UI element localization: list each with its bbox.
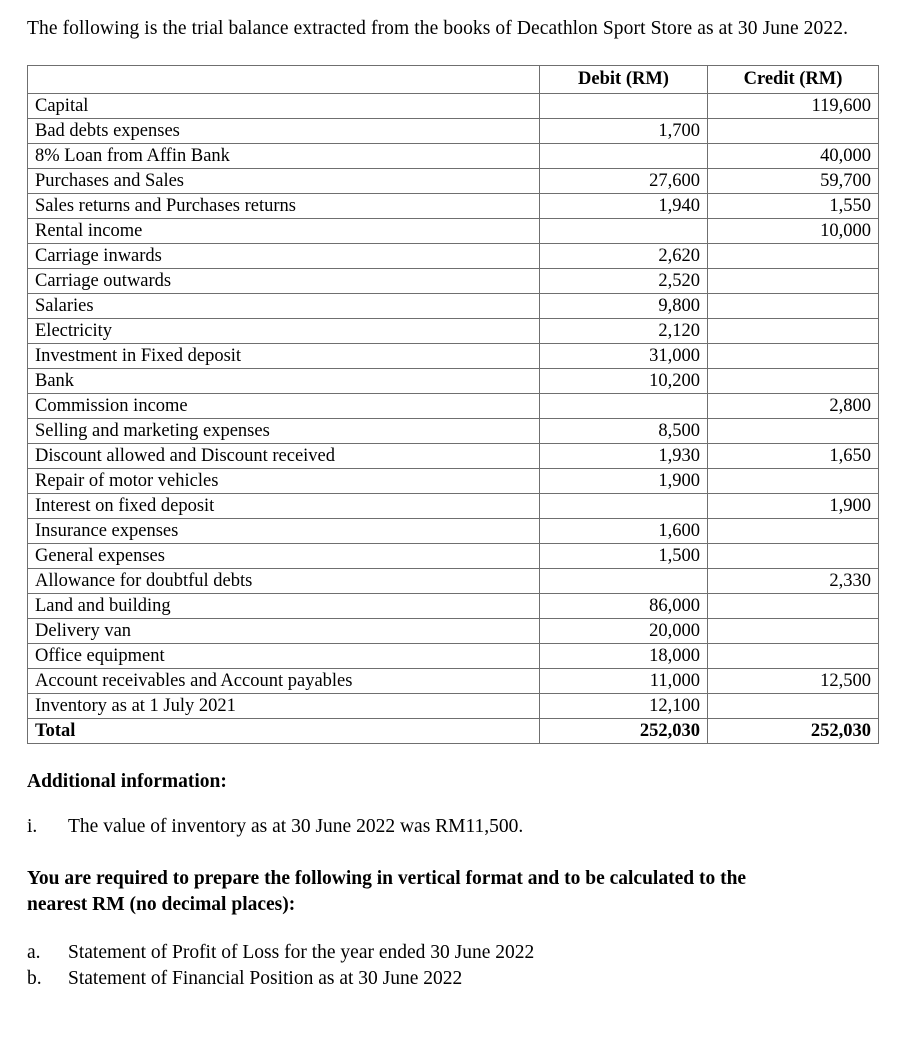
table-row <box>28 444 879 469</box>
row-description: Electricity <box>28 319 540 344</box>
row-credit-amount <box>708 594 879 619</box>
row-description: Bad debts expenses <box>28 119 540 144</box>
list-item-marker: a. <box>27 942 41 963</box>
table-row <box>28 569 879 594</box>
row-credit-amount <box>708 369 879 394</box>
row-credit-amount: 59,700 <box>708 169 879 194</box>
table-row <box>28 369 879 394</box>
row-credit-amount: 1,650 <box>708 444 879 469</box>
row-debit-amount <box>540 94 708 119</box>
list-item-marker: b. <box>27 968 42 989</box>
row-description: Office equipment <box>28 644 540 669</box>
row-credit-amount <box>708 419 879 444</box>
row-description: Allowance for doubtful debts <box>28 569 540 594</box>
row-credit-amount <box>708 294 879 319</box>
requirement-list <box>27 918 878 992</box>
list-item-text: Statement of Profit of Loss for the year ended 30 June 2022 <box>68 942 535 963</box>
table-row <box>28 669 879 694</box>
row-debit-amount <box>540 394 708 419</box>
row-debit-amount: 1,940 <box>540 194 708 219</box>
row-credit-amount: 119,600 <box>708 94 879 119</box>
row-description: Inventory as at 1 July 2021 <box>28 694 540 719</box>
row-credit-amount <box>708 244 879 269</box>
table-row <box>28 544 879 569</box>
row-credit-amount <box>708 119 879 144</box>
row-description: Purchases and Sales <box>28 169 540 194</box>
table-body <box>28 94 879 744</box>
row-description: Discount allowed and Discount received <box>28 444 540 469</box>
row-credit-amount: 12,500 <box>708 669 879 694</box>
table-row <box>28 219 879 244</box>
row-credit-amount: 252,030 <box>708 719 879 744</box>
row-debit-amount: 2,620 <box>540 244 708 269</box>
row-debit-amount: 86,000 <box>540 594 708 619</box>
table-row <box>28 619 879 644</box>
row-debit-amount: 12,100 <box>540 694 708 719</box>
row-credit-amount <box>708 619 879 644</box>
row-debit-amount <box>540 144 708 169</box>
table-row <box>28 694 879 719</box>
row-debit-amount: 1,900 <box>540 469 708 494</box>
row-description: Land and building <box>28 594 540 619</box>
table-row <box>28 169 879 194</box>
row-credit-amount: 2,330 <box>708 569 879 594</box>
row-credit-amount <box>708 644 879 669</box>
row-credit-amount <box>708 544 879 569</box>
row-debit-amount: 9,800 <box>540 294 708 319</box>
trial-balance-table <box>27 65 879 744</box>
list-item <box>27 966 878 992</box>
table-header <box>28 66 879 94</box>
row-debit-amount: 11,000 <box>540 669 708 694</box>
requirement-line-2: nearest RM (no decimal places): <box>27 894 296 915</box>
row-description: Commission income <box>28 394 540 419</box>
row-credit-amount <box>708 319 879 344</box>
table-row <box>28 494 879 519</box>
row-description: Repair of motor vehicles <box>28 469 540 494</box>
row-debit-amount: 27,600 <box>540 169 708 194</box>
row-debit-amount: 10,200 <box>540 369 708 394</box>
row-credit-amount <box>708 269 879 294</box>
table-row <box>28 644 879 669</box>
row-credit-amount <box>708 344 879 369</box>
row-description: General expenses <box>28 544 540 569</box>
row-description: Salaries <box>28 294 540 319</box>
row-debit-amount <box>540 569 708 594</box>
row-description: Bank <box>28 369 540 394</box>
table-row <box>28 194 879 219</box>
table-header-row <box>28 66 879 94</box>
additional-information-list <box>27 793 878 840</box>
table-row <box>28 344 879 369</box>
row-description: 8% Loan from Affin Bank <box>28 144 540 169</box>
table-row <box>28 144 879 169</box>
column-header-description <box>28 66 540 94</box>
table-row <box>28 469 879 494</box>
column-header-debit: Debit (RM) <box>540 66 708 94</box>
row-credit-amount <box>708 519 879 544</box>
row-debit-amount <box>540 219 708 244</box>
row-debit-amount: 18,000 <box>540 644 708 669</box>
row-credit-amount: 2,800 <box>708 394 879 419</box>
table-row <box>28 419 879 444</box>
row-description: Insurance expenses <box>28 519 540 544</box>
table-row <box>28 244 879 269</box>
row-debit-amount: 1,930 <box>540 444 708 469</box>
row-debit-amount: 8,500 <box>540 419 708 444</box>
table-row <box>28 319 879 344</box>
row-debit-amount: 252,030 <box>540 719 708 744</box>
table-row <box>28 294 879 319</box>
row-description: Account receivables and Account payables <box>28 669 540 694</box>
row-credit-amount: 1,550 <box>708 194 879 219</box>
column-header-credit: Credit (RM) <box>708 66 879 94</box>
list-item <box>27 814 878 840</box>
row-description: Interest on fixed deposit <box>28 494 540 519</box>
row-debit-amount <box>540 494 708 519</box>
row-description: Sales returns and Purchases returns <box>28 194 540 219</box>
row-description: Rental income <box>28 219 540 244</box>
row-debit-amount: 2,120 <box>540 319 708 344</box>
row-credit-amount <box>708 694 879 719</box>
table-row <box>28 94 879 119</box>
row-credit-amount <box>708 469 879 494</box>
row-description: Capital <box>28 94 540 119</box>
row-description: Investment in Fixed deposit <box>28 344 540 369</box>
table-row <box>28 594 879 619</box>
row-credit-amount: 10,000 <box>708 219 879 244</box>
list-item <box>27 940 878 966</box>
row-debit-amount: 1,700 <box>540 119 708 144</box>
requirement-paragraph <box>27 840 878 918</box>
row-description: Selling and marketing expenses <box>28 419 540 444</box>
row-description: Carriage outwards <box>28 269 540 294</box>
row-credit-amount: 1,900 <box>708 494 879 519</box>
table-row <box>28 519 879 544</box>
requirement-line-1: You are required to prepare the following in vertical format and to be calculated to the <box>27 868 747 889</box>
row-description: Carriage inwards <box>28 244 540 269</box>
row-description: Total <box>28 719 540 744</box>
table-row <box>28 394 879 419</box>
intro-paragraph: The following is the trial balance extracted from the books of Decathlon Sport Store as at 30 June 2022. <box>27 18 849 39</box>
row-description: Delivery van <box>28 619 540 644</box>
table-total-row <box>28 719 879 744</box>
row-debit-amount: 31,000 <box>540 344 708 369</box>
list-item-marker: i. <box>27 816 38 837</box>
list-item-text: The value of inventory as at 30 June 2022 was RM11,500. <box>68 816 524 837</box>
row-credit-amount: 40,000 <box>708 144 879 169</box>
additional-information-heading: Additional information: <box>27 771 227 792</box>
row-debit-amount: 1,500 <box>540 544 708 569</box>
row-debit-amount: 20,000 <box>540 619 708 644</box>
document-page <box>27 0 878 992</box>
table-row <box>28 119 879 144</box>
row-debit-amount: 1,600 <box>540 519 708 544</box>
table-row <box>28 269 879 294</box>
list-item-text: Statement of Financial Position as at 30 June 2022 <box>68 968 463 989</box>
row-debit-amount: 2,520 <box>540 269 708 294</box>
